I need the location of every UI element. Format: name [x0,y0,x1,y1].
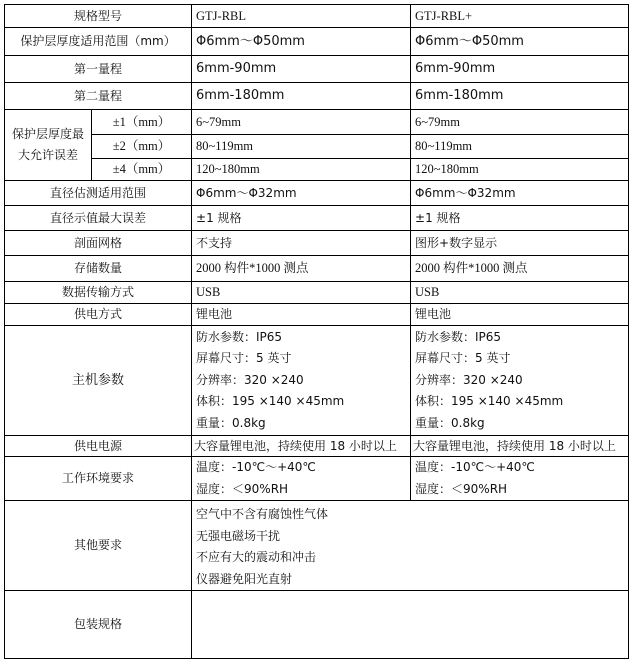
host-a-weight: 重量：0.8kg [196,415,266,430]
host-label: 主机参数 [5,326,192,436]
row-power-source [5,436,629,457]
environment-label: 工作环境要求 [5,457,192,501]
row-environment [5,457,629,501]
cover-range-a: Φ6mm～Φ50mm [192,28,411,56]
other-line-2: 无强电磁场干扰 [196,528,281,543]
max-error-label-line2: 大允许误差 [17,148,78,162]
diameter-range-label: 直径估测适用范围 [5,181,192,206]
host-b [411,326,629,436]
power-mode-label: 供电方式 [5,304,192,326]
row-section-grid [5,231,629,256]
row-host [5,326,629,436]
row-error-1 [5,110,629,135]
other-line-1: 空气中不含有腐蚀性气体 [196,507,329,521]
section-grid-label: 剖面网格 [5,231,192,256]
range2-a: 6mm-180mm [192,83,411,110]
row-error-2 [5,135,629,159]
storage-b: 2000 构件*1000 测点 [411,256,629,282]
row-diameter-error [5,206,629,231]
power-mode-b: 锂电池 [411,304,629,326]
host-b-screen: 屏幕尺寸：5 英寸 [415,351,511,366]
error-1-b: 6~79mm [411,110,629,135]
diameter-range-b: Φ6mm～Φ32mm [411,181,629,206]
range1-label: 第一量程 [5,56,192,83]
power-mode-a: 锂电池 [192,304,411,326]
row-error-3 [5,159,629,181]
environment-b-temperature: 温度：-10℃～+40℃ [415,460,535,474]
host-a-volume: 体积：195 ×140 ×45mm [196,394,345,409]
row-other [5,501,629,591]
host-b-waterproof: 防水参数：IP65 [415,329,502,344]
model-b: GTJ-RBL+ [411,5,629,28]
model-label: 规格型号 [5,5,192,28]
environment-b-humidity: 湿度：＜90%RH [415,481,508,496]
environment-a [192,457,411,501]
power-source-a: 大容量锂电池，持续使用 18 小时以上 [192,436,411,457]
host-a [192,326,411,436]
power-source-label: 供电电源 [5,436,192,457]
error-1-a: 6~79mm [192,110,411,135]
environment-b [411,457,629,501]
row-storage [5,256,629,282]
row-model [5,5,629,28]
spec-table [4,4,629,659]
max-error-label [5,110,92,181]
other-value [192,501,629,591]
row-range1 [5,56,629,83]
error-2-a: 80~119mm [192,135,411,159]
other-line-3: 不应有大的震动和冲击 [196,550,317,564]
range1-a: 6mm-90mm [192,56,411,83]
host-b-volume: 体积：195 ×140 ×45mm [415,394,564,409]
error-3-a: 120~180mm [192,159,411,181]
range2-label: 第二量程 [5,83,192,110]
error-2-b: 80~119mm [411,135,629,159]
host-b-weight: 重量：0.8kg [415,415,485,430]
power-source-b: 大容量锂电池，持续使用 18 小时以上 [411,436,629,457]
tolerance-2: ±2（mm） [92,135,192,159]
host-b-resolution: 分辨率：320 ×240 [415,372,523,387]
tolerance-3: ±4（mm） [92,159,192,181]
transfer-label: 数据传输方式 [5,282,192,304]
environment-a-temperature: 温度：-10℃～+40℃ [196,460,316,474]
packing-value [192,591,629,659]
row-transfer [5,282,629,304]
row-cover-range [5,28,629,56]
storage-a: 2000 构件*1000 测点 [192,256,411,282]
host-a-screen: 屏幕尺寸：5 英寸 [196,351,292,366]
row-diameter-range [5,181,629,206]
range2-b: 6mm-180mm [411,83,629,110]
packing-label: 包装规格 [5,591,192,659]
storage-label: 存储数量 [5,256,192,282]
diameter-error-b: ±1 规格 [411,206,629,231]
section-grid-b: 图形+数字显示 [411,231,629,256]
diameter-error-label: 直径示值最大误差 [5,206,192,231]
host-a-waterproof: 防水参数：IP65 [196,329,283,344]
row-power-mode [5,304,629,326]
host-a-resolution: 分辨率：320 ×240 [196,372,304,387]
other-line-4: 仪器避免阳光直射 [196,571,293,586]
row-packing [5,591,629,659]
environment-a-humidity: 湿度：＜90%RH [196,481,289,496]
other-label: 其他要求 [5,501,192,591]
section-grid-a: 不支持 [192,231,411,256]
max-error-label-line1: 保护层厚度最 [11,126,84,141]
diameter-error-a: ±1 规格 [192,206,411,231]
tolerance-1: ±1（mm） [92,110,192,135]
range1-b: 6mm-90mm [411,56,629,83]
model-a: GTJ-RBL [192,5,411,28]
row-range2 [5,83,629,110]
transfer-a: USB [192,282,411,304]
transfer-b: USB [411,282,629,304]
error-3-b: 120~180mm [411,159,629,181]
diameter-range-a: Φ6mm～Φ32mm [192,181,411,206]
cover-range-label: 保护层厚度适用范围（mm） [5,28,192,56]
cover-range-b: Φ6mm～Φ50mm [411,28,629,56]
